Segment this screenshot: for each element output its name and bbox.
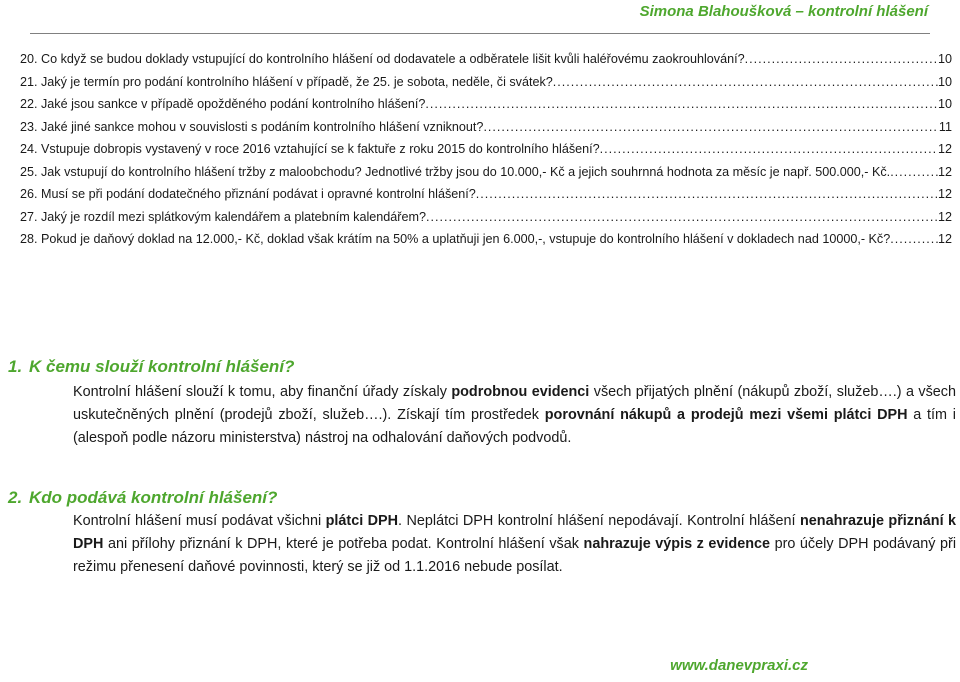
toc-entry[interactable] <box>20 165 952 188</box>
toc-page-number: 12 <box>937 232 952 246</box>
toc-leader-dots <box>483 120 938 134</box>
toc-page-number: 10 <box>937 52 952 66</box>
toc-leader-dots <box>890 232 938 246</box>
toc-leader-dots <box>890 165 938 179</box>
toc-leader-dots <box>745 52 938 66</box>
toc-entry-text: 21. Jaký je termín pro podání kontrolního hlášení v případě, že 25. je sobota, neděle, či svátek? <box>20 74 553 89</box>
toc-leader-dots <box>476 187 938 201</box>
paragraph-bold-text: porovnání nákupů a prodejů mezi všemi plátci DPH <box>544 407 908 423</box>
toc-entry[interactable] <box>20 97 952 120</box>
toc-leader-dots <box>426 210 938 224</box>
toc-entry-text: 26. Musí se při podání dodatečného přiznání podávat i opravné kontrolní hlášení? <box>20 187 476 201</box>
section-2-paragraph <box>73 510 956 579</box>
section-1-paragraph <box>73 381 956 450</box>
toc-entry[interactable] <box>20 187 952 210</box>
toc-leader-dots <box>425 97 938 111</box>
paragraph-text: Kontrolní hlášení musí podávat všichni <box>73 513 326 529</box>
toc-entry-text: 20. Co když se budou doklady vstupující do kontrolního hlášení od dodavatele a odběratele lišit kvůli haléřovému zaokrouhlování? <box>20 52 745 66</box>
toc-entry-text: 28. Pokud je daňový doklad na 12.000,- Kč, doklad však krátím na 50% a uplatňuji jen 6.000,-, vstupuje do kontrolního hlášení v dokladech nad 10000,- Kč? <box>20 232 891 246</box>
paragraph-text: Kontrolní hlášení slouží k tomu, aby finanční úřady získaly <box>73 384 452 400</box>
section-1-heading <box>8 357 294 377</box>
header-author: Simona Blahoušková – kontrolní hlášení <box>639 3 928 20</box>
toc-page-number: 12 <box>937 142 952 156</box>
toc-page-number: 12 <box>937 209 952 224</box>
section-number: 1. <box>8 357 23 376</box>
paragraph-text: pro účely DPH podávaný při režimu přenesení daňové povinnosti, který se již od 1.1.2016 nebude posílat. <box>73 536 957 575</box>
paragraph-text: a tím i (alespoň podle názoru ministerstva) nástroj na odhalování daňových podvodů. <box>73 407 957 446</box>
toc-page-number: 10 <box>937 97 952 111</box>
toc-entry[interactable] <box>20 52 952 75</box>
paragraph-bold-text: plátci DPH <box>325 513 399 529</box>
toc-page-number: 12 <box>937 187 952 201</box>
paragraph-bold-text: nahrazuje výpis z evidence <box>583 536 770 552</box>
section-2-heading <box>8 488 277 508</box>
section-title: K čemu slouží kontrolní hlášení? <box>29 357 295 376</box>
toc-entry-text: 25. Jak vstupují do kontrolního hlášení tržby z maloobchodu? Jednotlivé tržby jsou do 10.000,- Kč a jejich souhrnná hodnota za měsíc je např. 500.000,- Kč. <box>20 164 891 179</box>
toc-entry[interactable] <box>20 232 952 255</box>
paragraph-text: ani přílohy přiznání k DPH, které je potřeba podat. Kontrolní hlášení však <box>103 536 584 552</box>
footer-website-link[interactable]: www.danevpraxi.cz <box>670 657 808 674</box>
toc-page-number: 12 <box>937 164 952 179</box>
section-number: 2. <box>8 488 23 507</box>
toc-entry[interactable] <box>20 75 952 98</box>
toc-entry-text: 23. Jaké jiné sankce mohou v souvislosti s podáním kontrolního hlášení vzniknout? <box>20 119 484 134</box>
toc-entry[interactable] <box>20 142 952 165</box>
toc-entry[interactable] <box>20 120 952 143</box>
table-of-contents <box>20 52 952 255</box>
section-title: Kdo podává kontrolní hlášení? <box>29 488 278 507</box>
paragraph-text: . Neplátci DPH kontrolní hlášení nepodávají. Kontrolní hlášení <box>398 513 800 529</box>
paragraph-text: všech přijatých plnění (nákupů zboží, služeb….) a všech uskutečněných plnění (prodejů zboží, služeb….). Získají tím prostředek <box>73 384 956 423</box>
toc-entry[interactable] <box>20 210 952 233</box>
toc-entry-text: 27. Jaký je rozdíl mezi splátkovým kalendářem a platebním kalendářem? <box>20 209 426 224</box>
toc-leader-dots <box>600 142 938 156</box>
paragraph-bold-text: nenahrazuje přiznání k DPH <box>73 513 957 552</box>
header-divider <box>30 33 930 34</box>
toc-entry-text: 22. Jaké jsou sankce v případě opožděného podání kontrolního hlášení? <box>20 97 426 111</box>
toc-page-number: 10 <box>937 74 952 89</box>
paragraph-bold-text: podrobnou evidenci <box>451 384 590 400</box>
toc-leader-dots <box>553 75 938 89</box>
toc-entry-text: 24. Vstupuje dobropis vystavený v roce 2016 vztahující se k faktuře z roku 2015 do kontrolního hlášení? <box>20 142 600 156</box>
toc-page-number: 11 <box>938 119 952 134</box>
